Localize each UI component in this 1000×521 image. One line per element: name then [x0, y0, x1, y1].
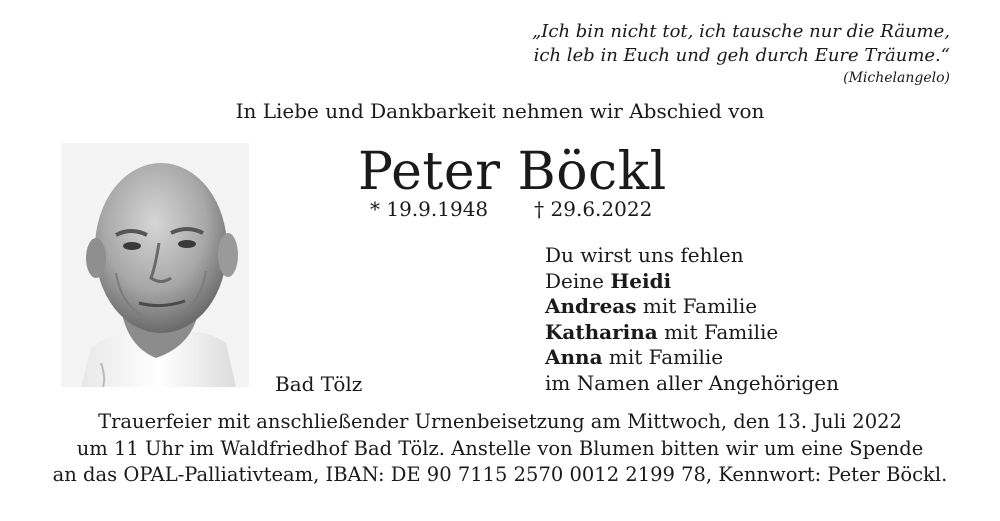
mourner-katharina [545, 320, 839, 346]
ceremony-line-2: um 11 Uhr im Waldfriedhof Bad Tölz. Anstelle von Blumen bitten wir um eine Spende [76, 436, 924, 460]
quote-line-1: „Ich bin nicht tot, ich tausche nur die Räume, [531, 21, 950, 42]
mourner-anna [545, 345, 839, 371]
ceremony-line-3: an das OPAL-Palliativteam, IBAN: DE 90 7115 2570 0012 2199 78, Kennwort: Peter Böckl. [52, 463, 948, 486]
mourners-line-1: Du wirst uns fehlen [545, 243, 744, 267]
ceremony-details [40, 409, 960, 489]
katharina-suffix: mit Familie [657, 319, 779, 344]
mourner-heidi [545, 269, 839, 295]
birth-date: * 19.9.1948 [370, 197, 489, 221]
andreas-name: Andreas [545, 294, 637, 319]
portrait-photo [61, 143, 249, 387]
mourner-andreas [545, 294, 839, 320]
mourners-list [545, 243, 839, 397]
place: Bad Tölz [275, 372, 363, 396]
quote-attribution: (Michelangelo) [843, 70, 950, 86]
death-date: † 29.6.2022 [534, 197, 653, 221]
quote-line-2: ich leb in Euch und geh durch Eure Träume.“ [533, 45, 950, 66]
life-dates [370, 197, 652, 221]
heidi-prefix: Deine [545, 268, 611, 293]
anna-suffix: mit Familie [602, 345, 724, 370]
andreas-suffix: mit Familie [636, 294, 758, 319]
heidi-name: Heidi [610, 268, 672, 293]
epigraph-quote [430, 20, 950, 87]
intro-text: In Liebe und Dankbarkeit nehmen wir Abschied von [235, 99, 765, 123]
ceremony-line-1: Trauerfeier mit anschließender Urnenbeisetzung am Mittwoch, den 13. Juli 2022 [98, 410, 902, 433]
deceased-name: Peter Böckl [358, 142, 667, 202]
katharina-name: Katharina [545, 319, 658, 344]
mourners-closing: im Namen aller Angehörigen [545, 370, 840, 395]
anna-name: Anna [545, 345, 603, 370]
